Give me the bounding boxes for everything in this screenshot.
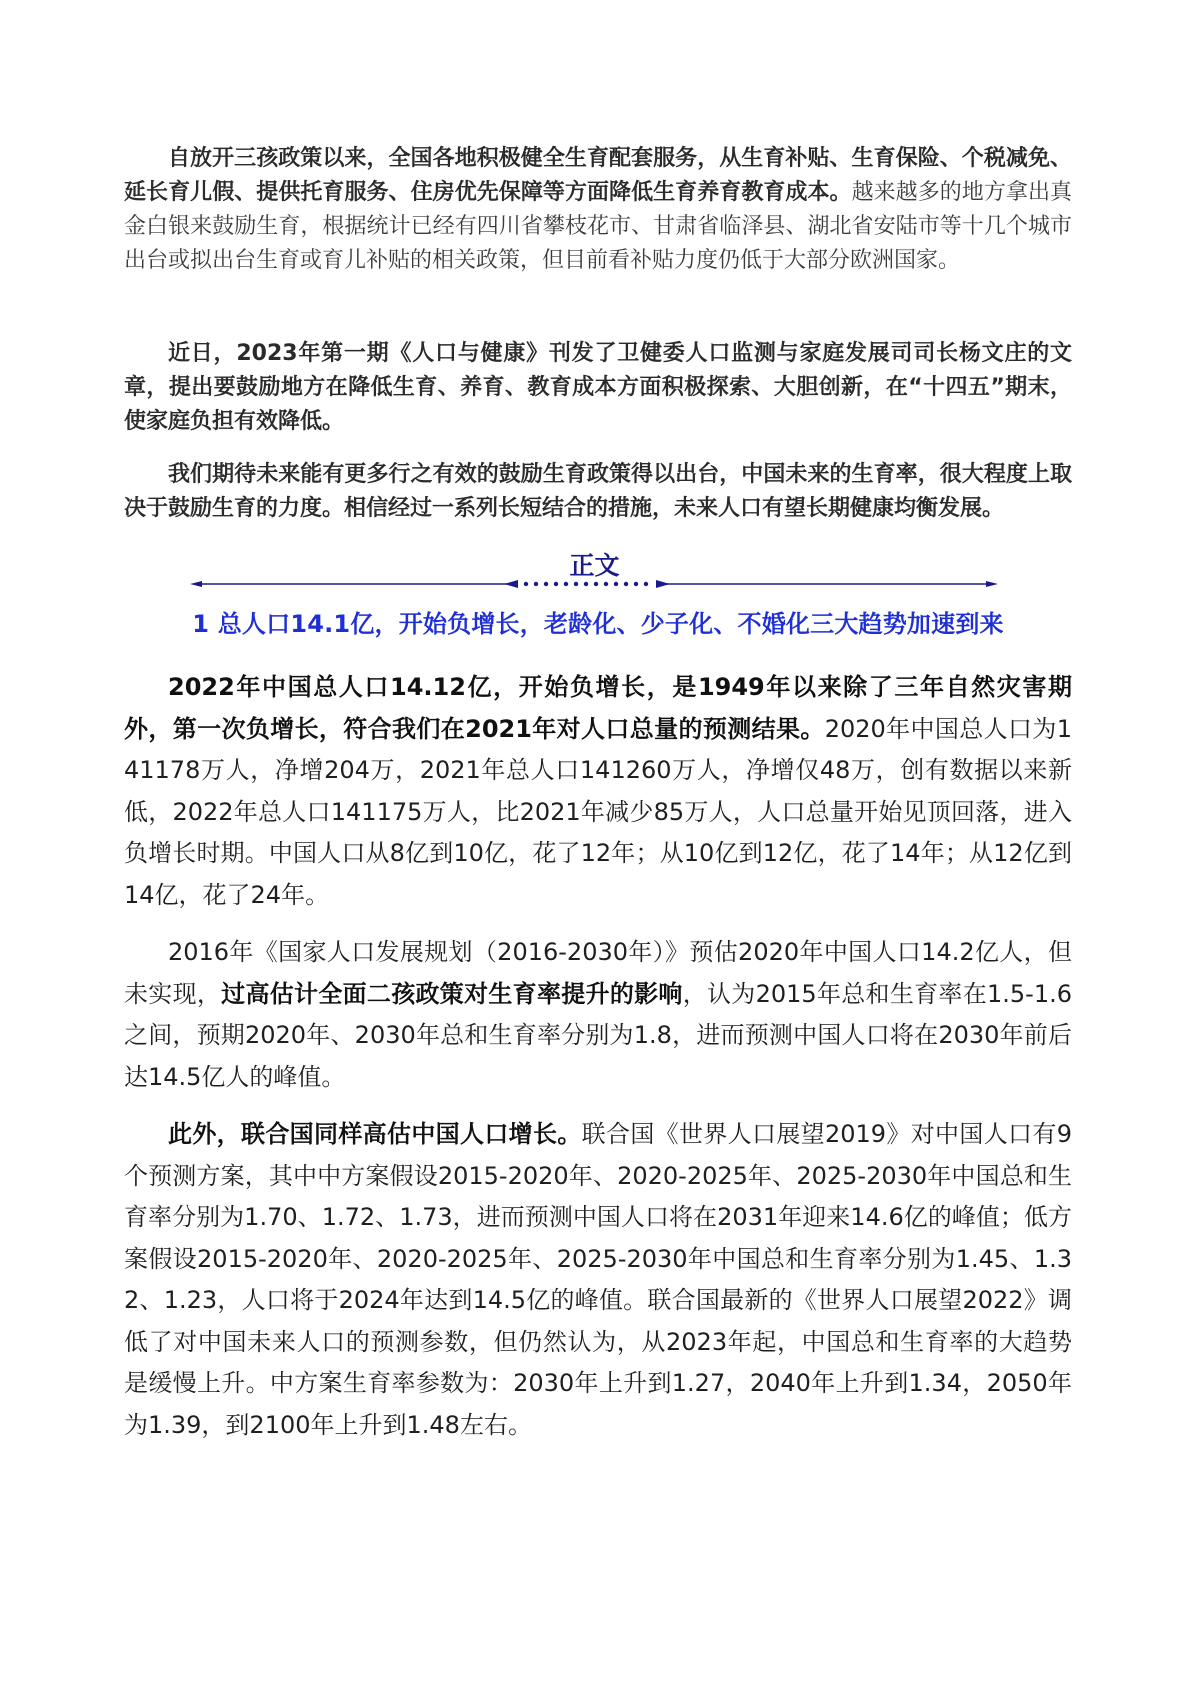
body-paragraph-3-text: 联合国《世界人口展望2019》对中国人口有9个预测方案，其中中方案假设2015-2020年、2020-2025年、2025-2030年中国总和生育率分别为1.70、1.72、1.73，进而预测中国人口将在2031年迎来14.6亿的峰值；低方案假设2015-2020年、2020-2025年、2025-2030年中国总和生育率分别为1.45、1.32、1.23，人口将于2024年达到14.5亿的峰值。联合国最新的《世界人口展望2022》调低了对中国未来人口的预测参数，但仍然认为，从2023年起，中国总和生育率的大趋势是缓慢上升。中方案生育率参数为：2030年上升到1.27，2040年上升到1.34，2050年为1.39，到2100年上升到1.48左右。 — [124, 1120, 1072, 1439]
divider-title: 正文 — [569, 551, 620, 580]
body-paragraph-1-bold: 2022年中国总人口14.12亿，开始负增长，是1949年以来除了三年自然灾害期外，第一次负增长，符合我们在2021年对人口总量的预测结果。 — [124, 673, 1072, 743]
intro-paragraph-3 — [124, 458, 1072, 526]
body-paragraph-3-bold: 此外，联合国同样高估中国人口增长。 — [168, 1120, 582, 1148]
intro-paragraph-2 — [124, 337, 1072, 439]
intro-paragraph-1-bold: 自放开三孩政策以来，全国各地积极健全生育配套服务，从生育补贴、生育保险、个税减免、延长育儿假、提供托育服务、住房优先保障等方面降低生育养育教育成本。 — [124, 146, 1072, 205]
intro-paragraph-1-text: 越来越多的地方拿出真金白银来鼓励生育，根据统计已经有四川省攀枝花市、甘肃省临泽县、湖北省安陆市等十几个城市出台或拟出台生育或育儿补贴的相关政策，但目前看补贴力度仍低于大部分欧洲国家。 — [124, 180, 1072, 273]
divider-right-arrow — [986, 581, 998, 587]
body-paragraph-2-text-b: ，认为2015年总和生育率在1.5-1.6之间，预期2020年、2030年总和生育率分别为1.8，进而预测中国人口将在2030年前后达14.5亿人的峰值。 — [124, 979, 1073, 1091]
body-paragraph-2-bold: 过高估计全面二孩政策对生育率提升的影响 — [221, 979, 683, 1008]
body-paragraph-3 — [124, 1114, 1072, 1446]
intro-paragraph-2-bold: 近日，2023年第一期《人口与健康》刊发了卫健委人口监测与家庭发展司司长杨文庄的文章，提出要鼓励地方在降低生育、养育、教育成本方面积极探索、大胆创新，在“十四五”期末，使家庭负担有效降低。 — [124, 341, 1072, 434]
section-heading: 1 总人口14.1亿，开始负增长，老龄化、少子化、不婚化三大趋势加速到来 — [192, 610, 1004, 638]
body-paragraph-1-text: 2020年中国总人口为141178万人，净增204万，2021年总人口141260万人，净增仅48万，创有数据以来新低，2022年总人口141175万人，比2021年减少85万人，人口总量开始见顶回落，进入负增长时期。中国人口从8亿到10亿，花了12年；从10亿到12亿，花了14年；从12亿到14亿，花了24年。 — [124, 714, 1072, 909]
intro-paragraph-1 — [124, 142, 1072, 278]
divider-dots — [524, 582, 648, 586]
body-paragraph-1 — [124, 667, 1072, 916]
body-paragraph-2 — [124, 932, 1072, 1098]
body-paragraph-2-text-a: 2016年《国家人口发展规划（2016-2030年）》预估2020年中国人口14.2亿人，但未实现， — [124, 938, 1072, 1008]
divider-left-inner-arrow — [504, 580, 518, 588]
ornamental-divider — [190, 578, 998, 590]
intro-paragraph-3-bold: 我们期待未来能有更多行之有效的鼓励生育政策得以出台，中国未来的生育率，很大程度上取决于鼓励生育的力度。相信经过一系列长短结合的措施，未来人口有望长期健康均衡发展。 — [124, 462, 1072, 521]
